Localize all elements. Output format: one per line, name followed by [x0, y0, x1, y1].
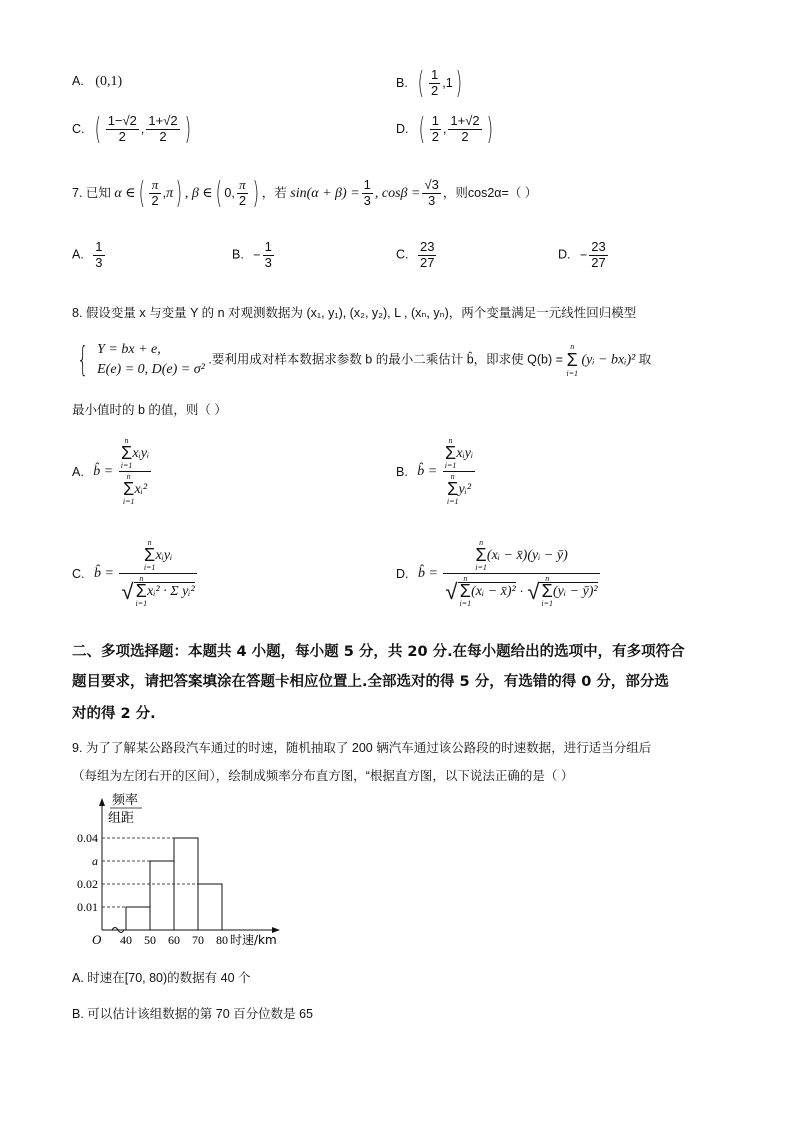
- option-label: B.: [396, 464, 408, 479]
- question-number: 7.: [72, 185, 83, 200]
- q7-option-c[interactable]: [396, 240, 438, 271]
- sum-lower: i=1: [475, 563, 487, 572]
- sum-lower: i=1: [135, 599, 148, 608]
- frac-den: (xᵢ − x̄)²: [471, 583, 516, 599]
- y-tick-label: 0.01: [77, 900, 98, 914]
- sum-lower: i=1: [566, 369, 578, 378]
- option-label: A.: [72, 464, 84, 479]
- math: sin(α + β) =: [290, 185, 360, 201]
- sum-upper: n: [570, 342, 575, 351]
- bhat: b̂ =: [417, 463, 438, 479]
- sum-upper: n: [479, 538, 484, 547]
- sum-lower: i=1: [120, 461, 133, 470]
- question-7: 7. 已知 α ∈( $\frac{\pi}{2}$ ,π) , β ∈( 0, $\frac{\pi}{2}$ ) ，若 sin(α + β) = $\frac{1}{3}$ , cosβ = $\frac{√3}{3}$ ，则cos2α=（ ）: [72, 176, 538, 211]
- ylabel-bottom: 组距: [108, 811, 135, 826]
- frac-den: 3: [264, 254, 272, 270]
- sum-upper: n: [139, 574, 144, 583]
- option-label: D.: [396, 566, 409, 581]
- frac-den: 3: [95, 254, 103, 270]
- q8-option-c[interactable]: C. b̂ = n Σ i=1 xᵢyᵢ √ n Σ i=1 xᵢ² · Σ yᵢ²: [72, 538, 195, 608]
- frac-den: 3: [363, 193, 371, 208]
- frac-num: 1: [431, 113, 439, 129]
- q6-option-b[interactable]: B. ( $\frac{1}{2}$ ,1): [396, 66, 462, 101]
- q9-option-b[interactable]: B. 可以估计该组数据的第 70 百分位数是 65: [72, 1007, 314, 1021]
- option-label: C.: [396, 247, 409, 262]
- frac-num: 1: [363, 177, 371, 193]
- x-tick-label: 70: [192, 933, 204, 947]
- model-equation-1: Y = bx + e,: [97, 342, 161, 357]
- histogram-bar: [150, 861, 174, 930]
- q6-option-a[interactable]: [72, 74, 122, 90]
- question-text: 取: [638, 352, 652, 367]
- bhat: b̂ =: [93, 565, 114, 581]
- sign: −: [579, 247, 588, 262]
- sum-upper: n: [126, 472, 131, 481]
- frac-den: xᵢ² · Σ yᵢ²: [147, 583, 195, 599]
- math: π: [166, 185, 174, 201]
- bhat: b̂ =: [93, 463, 114, 479]
- math: , cosβ =: [374, 185, 421, 201]
- x-tick-label: 50: [144, 933, 156, 947]
- sum-lower: i=1: [541, 599, 554, 608]
- x-tick-label: 40: [120, 933, 132, 947]
- q8-option-d[interactable]: D. b̂ = n Σ i=1 (xᵢ − x̄)(yᵢ − ȳ) √ n Σ i=1 (xᵢ − x̄)² · √ n Σ i=1 (yᵢ − ȳ)²: [396, 538, 598, 608]
- q6-option-d[interactable]: D. ( $\frac{1}{2}$ , $\frac{1+√2}{2}$ ): [396, 112, 493, 147]
- frac-num: xᵢyᵢ: [456, 445, 474, 461]
- q7-option-d[interactable]: [558, 240, 610, 271]
- option-label: A.: [72, 247, 84, 262]
- q7-option-b[interactable]: [232, 240, 276, 271]
- math: (yᵢ − bxᵢ)²: [581, 352, 636, 368]
- ylabel-top: 频率: [112, 793, 139, 808]
- section-2-line3: 对的得 2 分.: [72, 706, 156, 722]
- x-tick-label: 60: [168, 933, 180, 947]
- origin-label: O: [92, 932, 102, 947]
- frac-den: 2: [461, 129, 469, 144]
- y-tick-label: 0.02: [77, 877, 98, 891]
- y-tick-label: 0.04: [77, 831, 98, 845]
- question-text: ，若: [261, 185, 287, 200]
- sum-lower: i=1: [122, 497, 135, 506]
- q9-line1: 9. 为了了解某公路段汽车通过的时速，随机抽取了 200 辆汽车通过该公路段的时速数据，进行适当分组后: [72, 741, 652, 755]
- frac-den: 2: [118, 129, 126, 144]
- section-2-line2: 题目要求，请把答案填涂在答题卡相应位置上.全部选对的得 5 分，有选错的得 0 分，部分选: [72, 674, 669, 690]
- frac-den: 27: [419, 254, 435, 270]
- q8-option-a[interactable]: A. b̂ = n Σ i=1 xᵢyᵢ n Σ i=1 xᵢ²: [72, 436, 150, 506]
- sign: −: [253, 247, 261, 262]
- option-value: (0,1): [95, 74, 123, 89]
- option-tail: ,1: [442, 75, 453, 90]
- histogram-bar: [198, 884, 222, 930]
- sum-upper: n: [448, 436, 453, 445]
- q8-line2: { Y = bx + e, E(e) = 0, D(e) = σ² .要利用成对样本数据求参数 b 的最小二乘估计 b̂，即求使 Q(b) = n Σ i=1 (yᵢ − bxᵢ)² 取: [77, 340, 652, 380]
- bhat: b̂ =: [417, 565, 438, 581]
- option-label: B.: [232, 247, 244, 262]
- frac-num: xᵢyᵢ: [155, 547, 173, 563]
- model-equation-2: E(e) = 0, D(e) = σ²: [97, 362, 205, 377]
- x-tick-label: 80: [216, 933, 228, 947]
- frac-den: 2: [151, 193, 159, 208]
- frequency-histogram: [70, 790, 300, 955]
- y-axis-arrow: [99, 798, 105, 806]
- math: cos2α: [467, 185, 502, 200]
- frac-den: 3: [428, 193, 436, 208]
- q9-line2: （每组为左闭右开的区间），绘制成频率分布直方图，“根据直方图，以下说法正确的是（ ）: [72, 769, 574, 783]
- frac-num: √3: [424, 177, 439, 193]
- frac-num: 1+√2: [148, 113, 178, 129]
- frac-num: xᵢyᵢ: [132, 445, 150, 461]
- answer-blank: =（ ）: [501, 185, 538, 200]
- sum-lower: i=1: [444, 461, 457, 470]
- frac-num: 1+√2: [450, 113, 480, 129]
- sum-lower: i=1: [446, 497, 459, 506]
- question-text: ，则: [442, 185, 468, 200]
- frac-num: 1: [95, 239, 103, 254]
- frac-num: 1: [431, 67, 439, 83]
- frac-den: yᵢ²: [458, 481, 472, 497]
- frac-den: 2: [238, 193, 247, 208]
- math: α ∈: [114, 185, 136, 201]
- option-label: C.: [72, 121, 85, 136]
- frac-den: 2: [431, 129, 439, 144]
- frac-num: (xᵢ − x̄)(yᵢ − ȳ): [486, 547, 568, 563]
- option-label: C.: [72, 566, 85, 581]
- question-text: 已知: [85, 185, 111, 200]
- option-label: D.: [396, 121, 409, 136]
- q8-line1: 8. 假设变量 x 与变量 Y 的 n 对观测数据为 (x₁, y₁), (x₂, y₂), L , (xₙ, yₙ)，两个变量满足一元线性回归模型: [72, 306, 637, 320]
- sum-upper: n: [124, 436, 129, 445]
- sum-lower: i=1: [459, 599, 472, 608]
- frac-den: 2: [159, 129, 167, 144]
- xlabel: 时速/km: [230, 933, 277, 947]
- q7-option-a[interactable]: [72, 240, 107, 271]
- frac-den: 27: [591, 254, 606, 270]
- sum-lower: i=1: [143, 563, 156, 572]
- q8-option-b[interactable]: B. b̂ = n Σ i=1 xᵢyᵢ n Σ i=1 yᵢ²: [396, 436, 474, 506]
- frac-den: 2: [431, 83, 439, 98]
- math: , β ∈: [184, 185, 213, 201]
- sum-upper: n: [450, 472, 455, 481]
- q8-line3: 最小值时的 b 的值，则（ ）: [72, 403, 227, 417]
- math: 0,: [224, 185, 235, 200]
- q6-option-c[interactable]: C. ( $\frac{1-√2}{2}$ , $\frac{1+√2}{2}$ ): [72, 112, 191, 147]
- option-label: B.: [396, 75, 408, 90]
- frac-num: 1−√2: [107, 113, 137, 129]
- sum-upper: n: [463, 574, 468, 583]
- frac-den: xᵢ²: [134, 481, 148, 497]
- frac-num: π: [149, 178, 160, 194]
- frac-num: 23: [419, 239, 435, 254]
- sum-upper: n: [545, 574, 550, 583]
- frac-num: 23: [591, 239, 606, 254]
- histogram-bar: [126, 907, 150, 930]
- question-text: .要利用成对样本数据求参数 b 的最小二乘估计 b̂，即求使 Q(b) =: [208, 352, 563, 367]
- y-tick-label: a: [92, 854, 98, 868]
- frac-den: (yᵢ − ȳ)²: [553, 583, 598, 599]
- q9-option-a[interactable]: A. 时速在[70, 80)的数据有 40 个: [72, 971, 251, 985]
- section-2-line1: 二、多项选择题：本题共 4 小题，每小题 5 分，共 20 分.在每小题给出的选项中，有多项符合: [72, 644, 685, 660]
- option-label: A.: [72, 74, 84, 88]
- sum-upper: n: [147, 538, 152, 547]
- option-label: D.: [558, 247, 571, 262]
- frac-num: π: [237, 178, 248, 194]
- frac-num: 1: [264, 239, 272, 254]
